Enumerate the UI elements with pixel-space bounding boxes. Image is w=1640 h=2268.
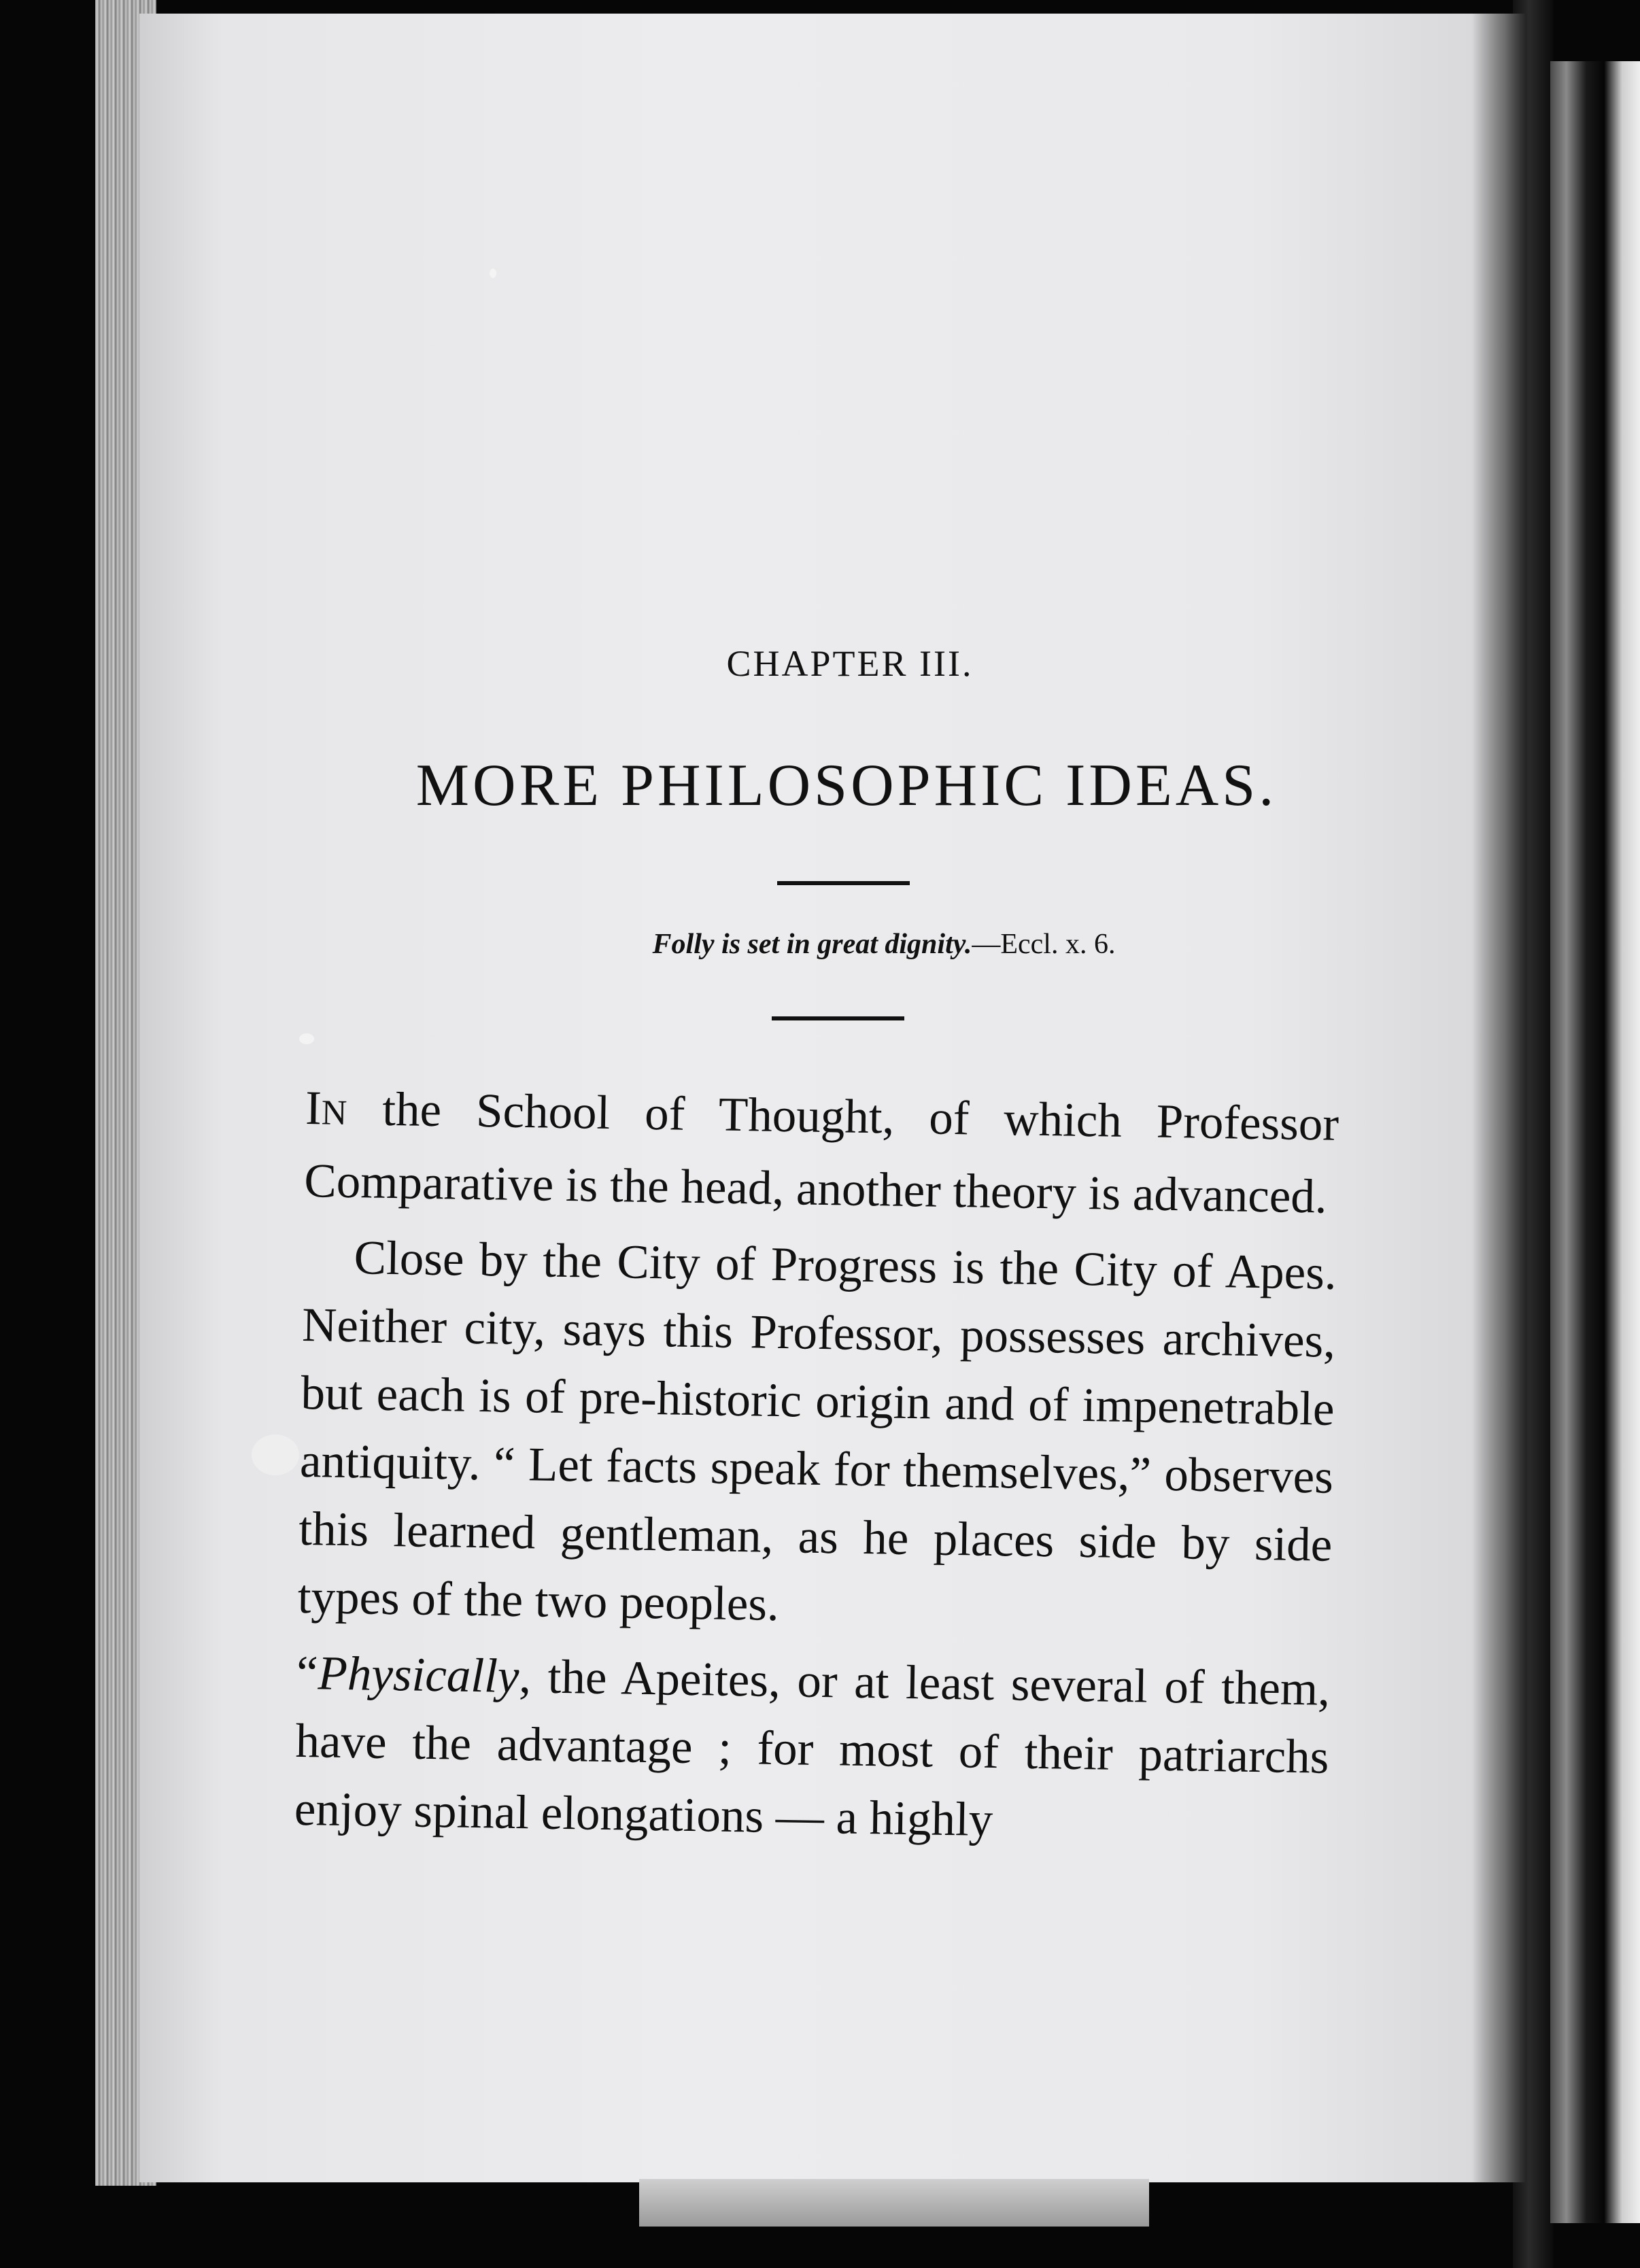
rule-top <box>777 881 910 885</box>
small-caps: N <box>321 1093 348 1133</box>
body-text <box>294 1074 1339 1868</box>
rule-bottom <box>772 1016 904 1020</box>
paragraph-1-text: the School of Thought, of which Professor Comparative is the head, another theory is advanced. <box>303 1082 1339 1224</box>
paragraph-3-text: , the Apeites, or at least several of them, have the advantage ; for most of their patriarchs enjoy spinal elongations — a highly <box>294 1650 1331 1846</box>
epigraph <box>476 928 1292 961</box>
chapter-heading: CHAPTER III. <box>726 643 974 684</box>
open-quote: “ <box>296 1646 319 1700</box>
italic-word: Physically <box>318 1647 519 1704</box>
epigraph-source: —Eccl. x. 6. <box>972 929 1116 960</box>
paragraph-3 <box>294 1639 1331 1859</box>
paragraph-2: Close by the City of Progress is the City of Apes. Neither city, says this Professor, possesses archives, but each is of pre-historic origin and of impenetrable antiquity. “ Let facts speak for themselves,” observes this learned gentleman, as he places side by side types of the two peoples. <box>297 1231 1337 1632</box>
epigraph-quote: Folly is set in great dignity. <box>652 929 972 960</box>
paragraph-1 <box>304 1074 1339 1231</box>
drop-initial: I <box>305 1081 322 1135</box>
chapter-title: MORE PHILOSOPHIC IDEAS. <box>415 753 1278 819</box>
